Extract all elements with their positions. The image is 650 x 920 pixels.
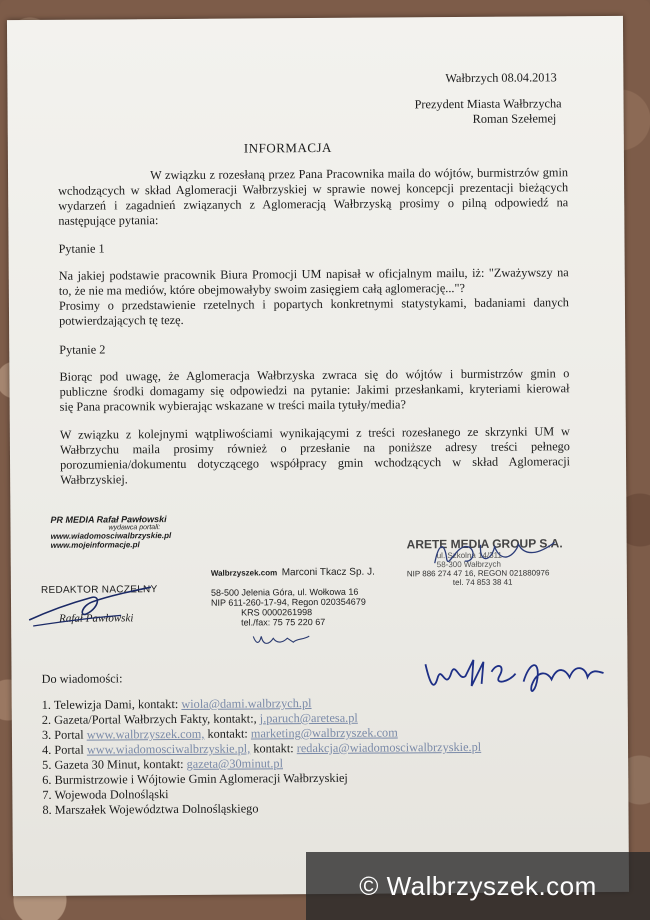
pr-media-publisher: wydawca portali: — [108, 524, 161, 532]
handwritten-signature — [419, 651, 609, 702]
addressee-line1: Prezydent Miasta Wałbrzycha — [414, 96, 562, 112]
pr-media-stamp — [50, 514, 210, 550]
marconi-nip: NIP 611-260-17-94, Regon 020354679 — [210, 596, 366, 608]
marconi-signature — [251, 630, 311, 650]
question1-line: potwierdzających tę tezę. — [59, 312, 184, 328]
cc-item: 7. Wojewoda Dolnośląski — [42, 787, 169, 802]
arete-signature — [429, 532, 569, 573]
cc-email-link[interactable]: gazeta@30minut.pl — [186, 756, 284, 771]
watermark: © Walbrzyszek.com — [306, 852, 650, 920]
arete-city: 58-300 Wałbrzych — [436, 559, 501, 570]
marconi-tel: tel./fax: 75 75 220 67 — [241, 616, 326, 628]
closing-line: Wałbrzychu maila prosimy również o przesłanie na poniższe adresy treści pełnego — [59, 439, 570, 457]
pr-media-name: PR MEDIA Rafał Pawłowski — [50, 514, 167, 525]
editor-signature — [21, 579, 161, 630]
document-title: INFORMACJA — [243, 139, 332, 156]
question1-heading: Pytanie 1 — [58, 241, 105, 256]
closing-line: Wałbrzyskiej. — [60, 472, 128, 487]
arete-street: ul. Szkolna 14/311 — [436, 550, 502, 561]
intro-line: wydarzeń i zagadnień związanych z Aglomeracją Wałbrzyską prosimy o pilną odpowiedź na — [58, 195, 569, 213]
pr-media-site1: www.wiadomosciwalbrzyskie.pl — [50, 531, 172, 541]
editor-name: Rafał Pawłowski — [59, 612, 134, 625]
pr-media-site2: www.mojeinformacje.pl — [50, 540, 140, 550]
closing-line: porozumienia/dokumentu dotyczącego współpracy gmin wchodzących w skład Aglomeracji — [60, 454, 571, 472]
cc-item: 1. Telewizja Dami, kontakt: wiola@dami.walbrzych.pl — [41, 696, 312, 712]
marconi-address: 58-500 Jelenia Góra, ul. Wołkowa 16 — [210, 586, 359, 598]
intro-line: następujące pytania: — [58, 213, 159, 228]
cc-email-link[interactable]: wiola@dami.walbrzych.pl — [181, 696, 312, 711]
cc-item: 5. Gazeta 30 Minut, kontakt: gazeta@30minut.pl — [42, 756, 284, 772]
cc-site-link[interactable]: www.wiadomosciwalbrzyskie.pl, — [86, 741, 251, 757]
question2-line: Biorąc pod uwagę, że Aglomeracja Wałbrzyska zwraca się do wójtów i burmistrzów gmin o — [59, 366, 570, 384]
editor-role: REDAKTOR NACZELNY — [40, 584, 158, 596]
cc-item: 3. Portal www.walbrzyszek.com, kontakt: marketing@walbrzyszek.com — [41, 725, 398, 742]
question2-line: publiczne środki domagamy się odpowiedzi na pytanie: Jakimi przesłankami, kryteriami kierował — [59, 381, 570, 399]
cc-site-link[interactable]: www.walbrzyszek.com, — [86, 726, 205, 742]
cc-email-link[interactable]: marketing@walbrzyszek.com — [250, 725, 398, 741]
question1-line: to, że nie ma mediów, które obejmowałyby swoim zasięgiem całą aglomerację..."? — [58, 280, 466, 298]
cc-email-link[interactable]: j.paruch@aretesa.pl — [259, 710, 358, 726]
cc-item: 2. Gazeta/Portal Wałbrzych Fakty, kontakt:, j.paruch@aretesa.pl — [41, 710, 358, 727]
cc-item: 8. Marszałek Województwa Dolnośląskiego — [42, 801, 259, 817]
marconi-stamp — [211, 561, 391, 627]
letter-paper — [7, 16, 629, 896]
question1-line: Na jakiej podstawie pracownik Biura Promocji UM napisał w oficjalnym mailu, iż: "Zważywszy na — [58, 265, 569, 283]
marconi-company: Marconi Tkacz Sp. J. — [281, 566, 375, 579]
question2-line: się Pana pracownik wybierając wskazane w treści maila tytuły/media? — [59, 397, 406, 414]
place-date: Wałbrzych 08.04.2013 — [445, 70, 557, 86]
arete-nip: NIP 886 274 47 16, REGON 021880976 — [406, 568, 550, 579]
arete-name: ARETE MEDIA GROUP S.A. — [406, 536, 563, 552]
intro-line: wchodzących w skład Aglomeracji Wałbrzyskiej w sprawie nowej koncepcji prezentacji bieżących — [58, 180, 569, 198]
intro-line: W związku z rozesłaną przez Pana Pracownika maila do wójtów, burmistrzów gmin — [149, 165, 569, 183]
closing-line: W związku z kolejnymi wątpliwościami wynikającymi z treści rozesłanego ze skrzynki UM w — [59, 424, 570, 442]
addressee-line2: Roman Szełemej — [472, 111, 557, 126]
arete-tel: tel. 74 853 38 41 — [452, 577, 513, 588]
cc-item: 6. Burmistrzowie i Wójtowie Gmin Aglomeracji Wałbrzyskiej — [42, 770, 348, 787]
question2-heading: Pytanie 2 — [59, 342, 106, 357]
cc-email-link[interactable]: redakcja@wiadomosciwalbrzyskie.pl — [296, 739, 482, 756]
cc-item: 4. Portal www.wiadomosciwalbrzyskie.pl, kontakt: redakcja@wiadomosciwalbrzyskie.pl — [41, 739, 482, 757]
marconi-krs: KRS 0000261998 — [241, 607, 313, 618]
cc-heading: Do wiadomości: — [41, 671, 123, 686]
question1-line: Prosimy o przedstawienie rzetelnych i popartych konkretnymi statystykami, badaniami danych — [58, 295, 569, 313]
walbrzyszek-brand: Walbrzyszek.com — [210, 568, 278, 578]
